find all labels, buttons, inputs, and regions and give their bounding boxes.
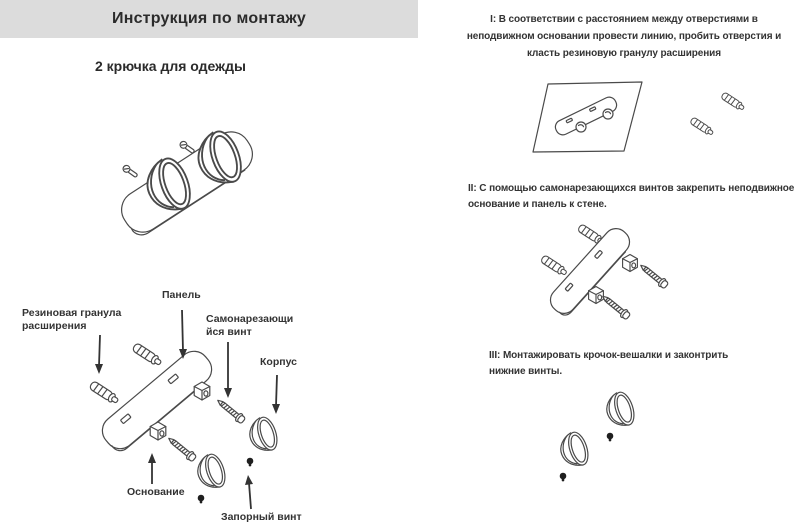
hook-body-drawing	[193, 451, 228, 492]
label-screw-line1: Самонарезающи	[206, 313, 294, 325]
step-1-line2: неподвижном основании провести линию, пробить отверстия и	[466, 31, 782, 42]
page-title: Инструкция по монтажу	[112, 10, 306, 27]
hook-body-drawing	[602, 389, 637, 430]
screw-drawing	[215, 397, 246, 425]
step-1-diagram	[520, 76, 760, 171]
granule-drawing	[132, 343, 163, 368]
label-body: Корпус	[260, 356, 297, 368]
granule-drawing	[89, 381, 120, 406]
label-lock-screw: Запорный винт	[221, 511, 302, 523]
arrow-lock-screw	[245, 475, 253, 509]
step-2-diagram	[528, 214, 688, 324]
step-2-text	[468, 181, 794, 213]
base-drawing	[194, 382, 210, 400]
base-drawing	[150, 422, 166, 440]
granule-drawing	[721, 92, 746, 112]
lock-screw-drawing	[247, 458, 254, 467]
arrow-panel	[179, 310, 187, 359]
granule-drawing	[540, 255, 568, 277]
step-3-line2: нижние винты.	[489, 366, 563, 377]
mounting-screw-drawing	[122, 164, 139, 179]
step-3-line1: III: Монтажировать крочок-вешалки и законтрить	[489, 350, 729, 361]
step-1-line3: класть резиновую гранулу расширения	[527, 48, 721, 59]
label-self-tapping-screw	[206, 313, 293, 339]
arrow-body	[272, 375, 280, 414]
label-panel: Панель	[162, 289, 201, 301]
base-drawing	[589, 286, 604, 303]
screw-drawing	[166, 435, 197, 463]
granule-drawing	[690, 117, 715, 137]
label-granule	[22, 307, 121, 333]
lock-screw-drawing	[607, 433, 614, 442]
product-subtitle: 2 крючка для одежды	[95, 58, 246, 74]
lock-screw-drawing	[560, 473, 567, 482]
step-1-text	[448, 11, 800, 62]
label-granule-line2: расширения	[22, 320, 87, 332]
lock-screw-drawing	[198, 495, 205, 504]
wall-drawing	[533, 82, 642, 152]
step-2-line1: II: С помощью самонарезающихся винтов закрепить неподвижное	[468, 183, 795, 194]
label-granule-line1: Резиновая гранула	[22, 307, 122, 319]
screw-drawing	[638, 262, 669, 290]
screw-drawing	[600, 293, 631, 321]
assembled-product-drawing	[100, 125, 310, 245]
step-2-line2: основание и панель к стене.	[468, 199, 607, 210]
arrow-base	[148, 453, 156, 484]
label-base: Основание	[127, 486, 185, 498]
base-drawing	[623, 254, 638, 271]
arrow-screw	[224, 342, 232, 398]
step-1-line1: I: В соответствии с расстоянием между отверстиями в	[490, 14, 758, 25]
title-bar	[0, 0, 418, 38]
arrow-granule	[95, 335, 103, 374]
label-screw-line2: йся винт	[206, 326, 252, 338]
step-3-diagram	[540, 386, 650, 491]
step-3-text	[489, 348, 728, 380]
hook-body-drawing	[556, 429, 591, 470]
hook-body-drawing	[245, 414, 280, 455]
